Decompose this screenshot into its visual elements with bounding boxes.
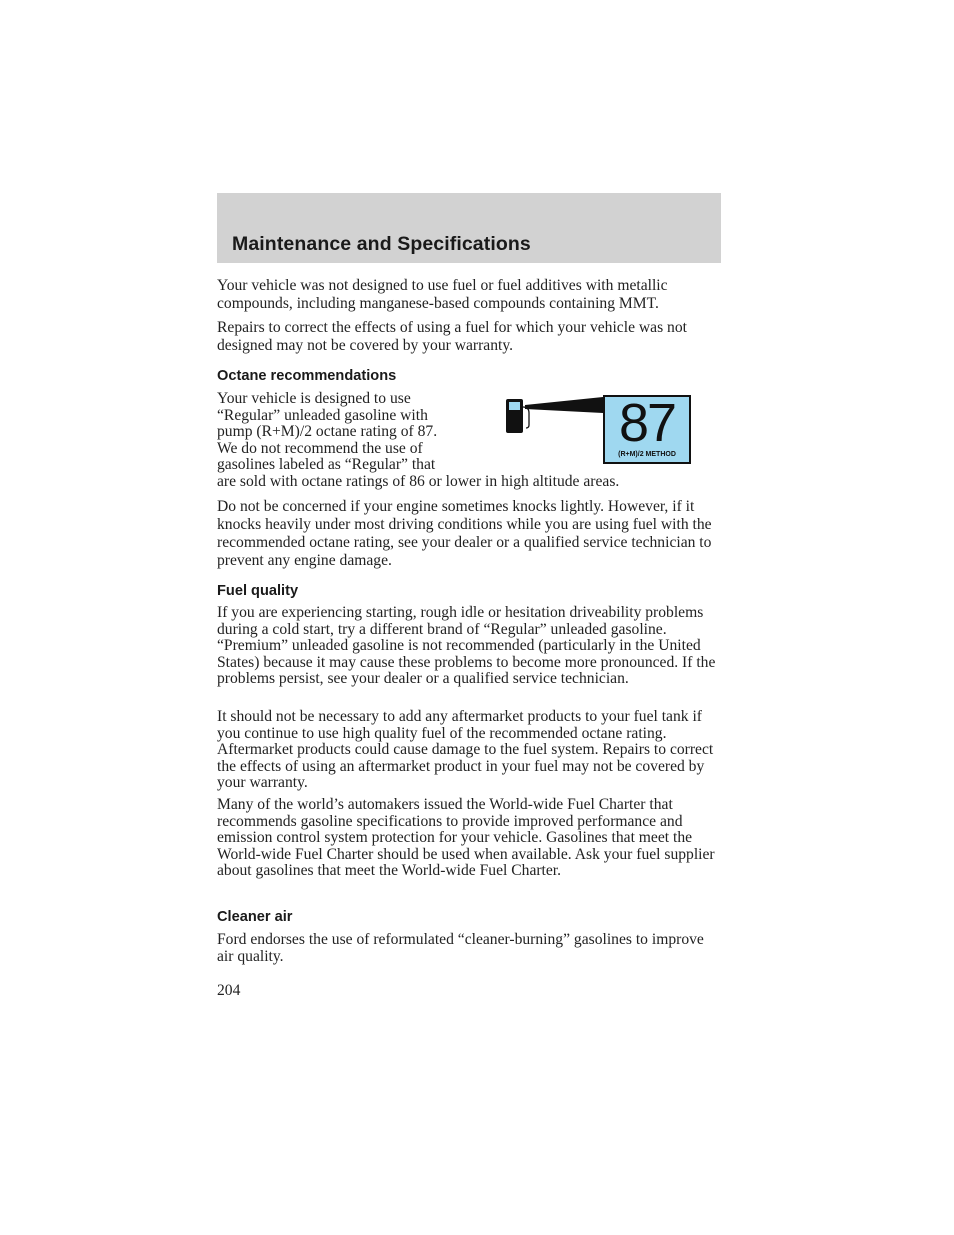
fuel-pump-icon bbox=[503, 397, 603, 437]
octane-wrap-line: “Regular” unleaded gasoline with bbox=[217, 406, 428, 424]
fuel-quality-text-3: Many of the world’s automakers issued the World-wide Fuel Charter that recommends gasoline specifications to provide improved performance and emission control system protection for your vehicle. Gasolines that meet the World-wide Fuel Charter should be used when available. Ask your fuel supplier about gasolines that meet the World-wide Fuel Charter. bbox=[217, 796, 715, 880]
intro-text-1: Your vehicle was not designed to use fuel or fuel additives with metallic compounds, including manganese-based compounds containing MMT. bbox=[217, 277, 668, 312]
page-number: 204 bbox=[217, 982, 241, 999]
octane-wrap-tail bbox=[217, 474, 723, 491]
octane-wrap-text bbox=[217, 391, 477, 474]
octane-rating-method: (R+M)/2 METHOD bbox=[618, 451, 676, 458]
octane-heading: Octane recommendations bbox=[217, 368, 397, 384]
octane-wrap-line: gasolines labeled as “Regular” that bbox=[217, 456, 436, 474]
fuel-quality-heading: Fuel quality bbox=[217, 583, 299, 599]
octane-wrap-line: pump (R+M)/2 octane rating of 87. bbox=[217, 423, 438, 441]
cleaner-air-heading: Cleaner air bbox=[217, 909, 293, 925]
fuel-quality-text-1: If you are experiencing starting, rough idle or hesitation driveability problems during a cold start, try a different brand of “Regular” unleaded gasoline. “Premium” unleaded gasoline is not recommended (particularly in the United States) because it may cause these problems to become more pronounced. If the problems persist, see your dealer or a qualified service technician. bbox=[217, 604, 716, 688]
octane-wrap-line: Your vehicle is designed to use bbox=[217, 390, 411, 407]
fuel-quality-paragraph-3 bbox=[217, 797, 723, 880]
knock-text: Do not be concerned if your engine sometimes knocks lightly. However, if it knocks heavily under most driving conditions while you are using fuel with the recommended octane rating, see your dealer or a qualified service technician to prevent any engine damage. bbox=[217, 498, 712, 569]
octane-wrap-line: We do not recommend the use of bbox=[217, 439, 423, 457]
intro-paragraph-2 bbox=[217, 319, 723, 355]
fuel-quality-paragraph-2 bbox=[217, 709, 723, 792]
octane-rating-label bbox=[603, 395, 691, 464]
section-title: Maintenance and Specifications bbox=[232, 233, 531, 255]
knock-paragraph bbox=[217, 498, 723, 570]
octane-rating-number: 87 bbox=[618, 393, 676, 453]
fuel-quality-text-2: It should not be necessary to add any aftermarket products to your fuel tank if you continue to use high quality fuel of the recommended octane rating. Aftermarket products could cause damage to the fuel system. Repairs to correct the effects of using an aftermarket product in your fuel may not be covered by your warranty. bbox=[217, 708, 714, 792]
octane-wrap-tail-text: are sold with octane ratings of 86 or lower in high altitude areas. bbox=[217, 473, 620, 490]
octane-label-figure bbox=[503, 395, 693, 465]
cleaner-air-paragraph bbox=[217, 932, 723, 965]
fuel-quality-paragraph-1 bbox=[217, 605, 723, 688]
cleaner-air-text: Ford endorses the use of reformulated “cleaner-burning” gasolines to improve air quality. bbox=[217, 931, 704, 965]
intro-paragraph-1 bbox=[217, 277, 723, 313]
intro-text-2: Repairs to correct the effects of using a fuel for which your vehicle was not designed may not be covered by your warranty. bbox=[217, 319, 687, 354]
